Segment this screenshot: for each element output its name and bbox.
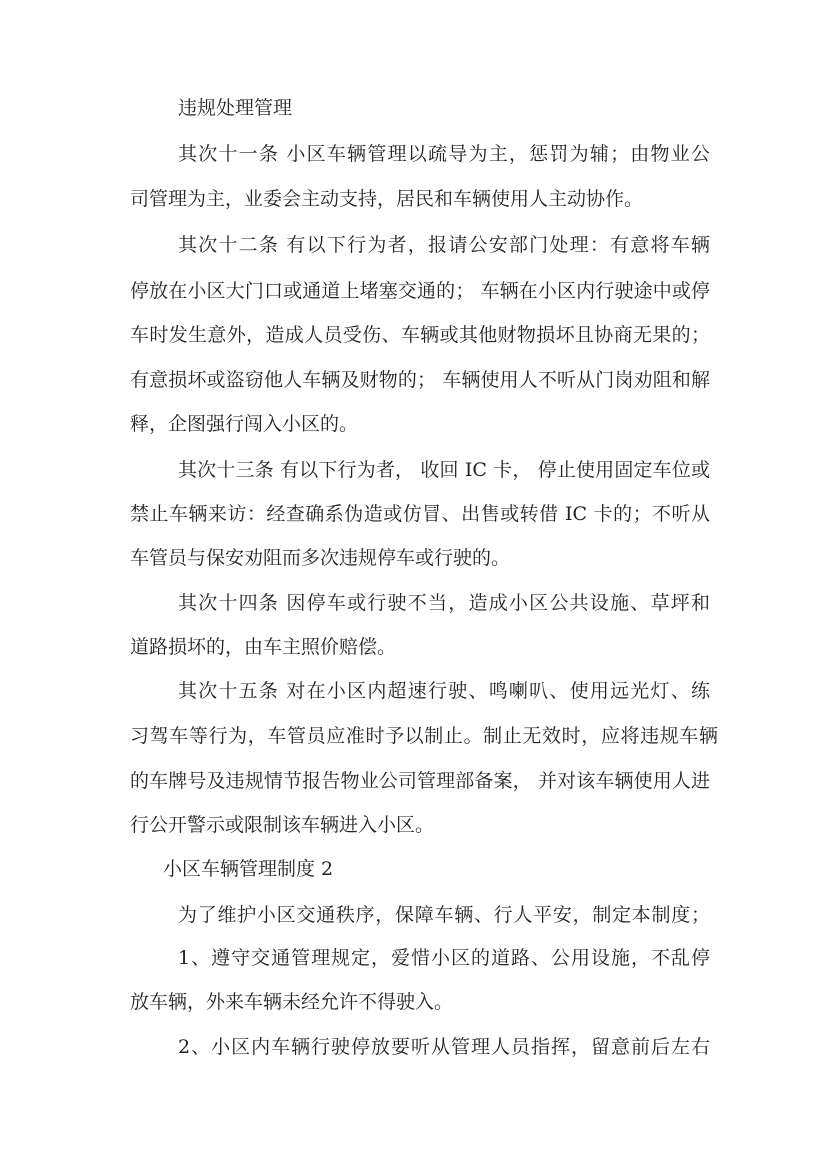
- section-heading: 小区车辆管理制度 2: [163, 858, 334, 880]
- section-heading: 违规处理管理: [178, 97, 293, 119]
- text-line: 习驾车等行为，车管员应准时予以制止。制止无效时，应将违规车辆: [130, 725, 718, 747]
- text-line: 停放在小区大门口或通道上堵塞交通的； 车辆在小区内行驶途中或停: [130, 280, 710, 302]
- text-line: 有意损坏或盗窃他人车辆及财物的； 车辆使用人不听从门岗劝阻和解: [130, 369, 710, 391]
- text-line: 为了维护小区交通秩序，保障车辆、行人平安，制定本制度；: [178, 904, 710, 926]
- text-line: 其次十一条 小区车辆管理以疏导为主，惩罚为辅；由物业公: [178, 143, 710, 165]
- text-line: 车时发生意外，造成人员受伤、车辆或其他财物损坏且协商无果的；: [130, 324, 710, 346]
- text-line: 其次十五条 对在小区内超速行驶、鸣喇叭、使用远光灯、练: [178, 680, 710, 702]
- text-line: 释，企图强行闯入小区的。: [130, 413, 359, 435]
- text-line: 1、遵守交通管理规定，爱惜小区的道路、公用设施，不乱停: [178, 947, 710, 969]
- text-line: 司管理为主，业委会主动支持，居民和车辆使用人主动协作。: [130, 188, 644, 210]
- text-line: 其次十四条 因停车或行驶不当，造成小区公共设施、草坪和: [178, 592, 710, 614]
- text-line: 道路损坏的，由车主照价赔偿。: [130, 636, 397, 658]
- text-line: 行公开警示或限制该车辆进入小区。: [130, 814, 435, 836]
- text-line: 其次十二条 有以下行为者，报请公安部门处理：有意将车辆: [178, 234, 710, 256]
- text-line: 禁止车辆来访：经查确系伪造或仿冒、出售或转借 IC 卡的；不听从: [130, 503, 710, 525]
- text-line: 其次十三条 有以下行为者， 收回 IC 卡， 停止使用固定车位或: [178, 459, 710, 481]
- text-line: 的车牌号及违规情节报告物业公司管理部备案， 并对该车辆使用人进: [130, 770, 710, 792]
- text-line: 放车辆，外来车辆未经允许不得驶入。: [130, 991, 454, 1013]
- text-line: 车管员与保安劝阻而多次违规停车或行驶的。: [130, 547, 511, 569]
- text-line: 2、小区内车辆行驶停放要听从管理人员指挥，留意前后左右: [178, 1036, 710, 1058]
